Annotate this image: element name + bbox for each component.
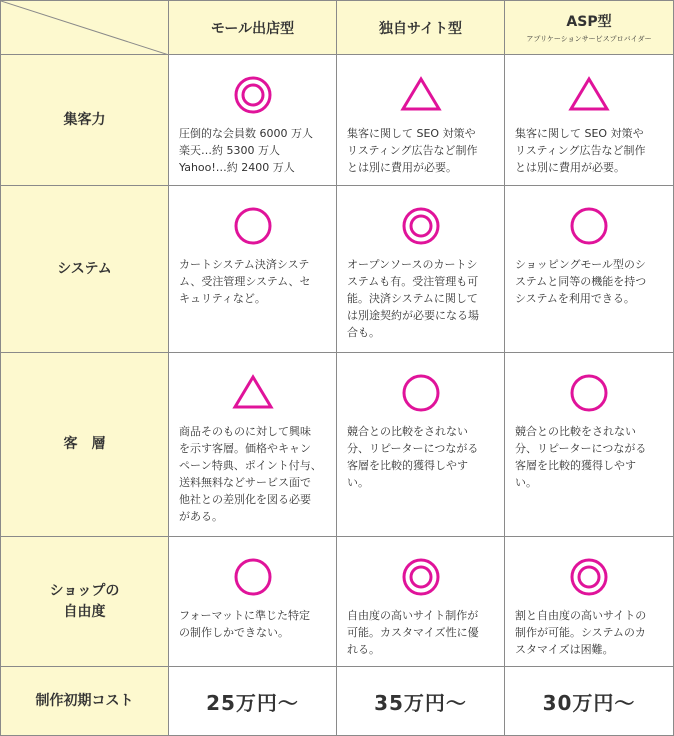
cell-description: オープンソースのカートシ ステムも有。受注管理も可 能。決済システムに関して は別途契約が必要になる場 合も。 <box>347 258 479 339</box>
row-header: 制作初期コスト <box>1 667 169 736</box>
row-header: 客 層 <box>1 353 169 537</box>
table-cell <box>169 55 337 186</box>
table-cell <box>337 353 505 537</box>
rating-mark <box>179 73 326 117</box>
header-row <box>1 1 674 55</box>
rating-mark <box>347 371 494 415</box>
cell-description: 割と自由度の高いサイトの 制作が可能。システムのカ スタマイズは困難。 <box>515 609 647 656</box>
table-cell <box>169 186 337 353</box>
table-cell <box>505 186 674 353</box>
cell-description: 集客に関して SEO 対策や リスティング広告など制作 とは別に費用が必要。 <box>515 127 646 174</box>
table-cell <box>169 537 337 667</box>
column-header-asp <box>505 1 674 55</box>
table-row <box>1 186 674 353</box>
cell-description: 競合との比較をされない 分、リピーターにつながる 客層を比較的獲得しやす い。 <box>347 425 479 489</box>
table-cell <box>505 55 674 186</box>
rating-mark <box>179 204 326 248</box>
column-header-mall <box>169 1 337 55</box>
circle-icon <box>567 371 611 415</box>
cell-description: 圧倒的な会員数 6000 万人 楽天…約 5300 万人 Yahoo!…約 2400 万人 <box>179 127 313 174</box>
rating-mark <box>515 555 663 599</box>
row-header: ショップの 自由度 <box>1 537 169 667</box>
triangle-icon <box>399 73 443 117</box>
circle-icon <box>231 555 275 599</box>
rating-mark <box>515 371 663 415</box>
column-title: モール出店型 <box>210 20 295 37</box>
rating-mark <box>179 555 326 599</box>
table-cell <box>505 537 674 667</box>
cost-value-own-site: 35万円～ <box>337 667 505 736</box>
column-title: ASP型 <box>566 14 612 30</box>
column-header-own-site <box>337 1 505 55</box>
cell-description: 商品そのものに対して興味 を示す客層。価格やキャン ペーン特典、ポイント付与、 送料無料などサービス面で 他社との差別化を図る必要 がある。 <box>179 425 322 523</box>
cell-description: カートシステム決済システ ム、受注管理システム、セ キュリティなど。 <box>179 258 311 305</box>
cell-description: 競合との比較をされない 分、リピーターにつながる 客層を比較的獲得しやす い。 <box>515 425 647 489</box>
diagonal-line <box>1 1 169 55</box>
table-cell <box>337 55 505 186</box>
rating-mark <box>179 371 326 415</box>
double-circle-icon <box>231 73 275 117</box>
cost-value-asp: 30万円～ <box>505 667 674 736</box>
cost-value-mall: 25万円～ <box>169 667 337 736</box>
cell-description: フォーマットに準じた特定 の制作しかできない。 <box>179 609 311 639</box>
triangle-icon <box>567 73 611 117</box>
circle-icon <box>399 371 443 415</box>
table-row <box>1 55 674 186</box>
table-cell <box>337 186 505 353</box>
cell-description: ショッピングモール型のシ ステムと同等の機能を持つ システムを利用できる。 <box>515 258 647 305</box>
cell-description: 自由度の高いサイト制作が 可能。カスタマイズ性に優 れる。 <box>347 609 479 656</box>
double-circle-icon <box>567 555 611 599</box>
table-row <box>1 537 674 667</box>
cell-description: 集客に関して SEO 対策や リスティング広告など制作 とは別に費用が必要。 <box>347 127 478 174</box>
rating-mark <box>347 73 494 117</box>
cost-row <box>1 667 674 736</box>
rating-mark <box>347 204 494 248</box>
rating-mark <box>347 555 494 599</box>
circle-icon <box>231 204 275 248</box>
circle-icon <box>567 204 611 248</box>
rating-mark <box>515 73 663 117</box>
table-cell <box>169 353 337 537</box>
corner-cell <box>1 1 169 55</box>
column-subtitle: アプリケーションサービスプロバイダー <box>526 35 652 43</box>
column-title: 独自サイト型 <box>378 20 463 37</box>
table-row <box>1 353 674 537</box>
row-header: 集客力 <box>1 55 169 186</box>
double-circle-icon <box>399 204 443 248</box>
table-cell <box>505 353 674 537</box>
rating-mark <box>515 204 663 248</box>
table-cell <box>337 537 505 667</box>
row-header: システム <box>1 186 169 353</box>
triangle-icon <box>231 371 275 415</box>
double-circle-icon <box>399 555 443 599</box>
